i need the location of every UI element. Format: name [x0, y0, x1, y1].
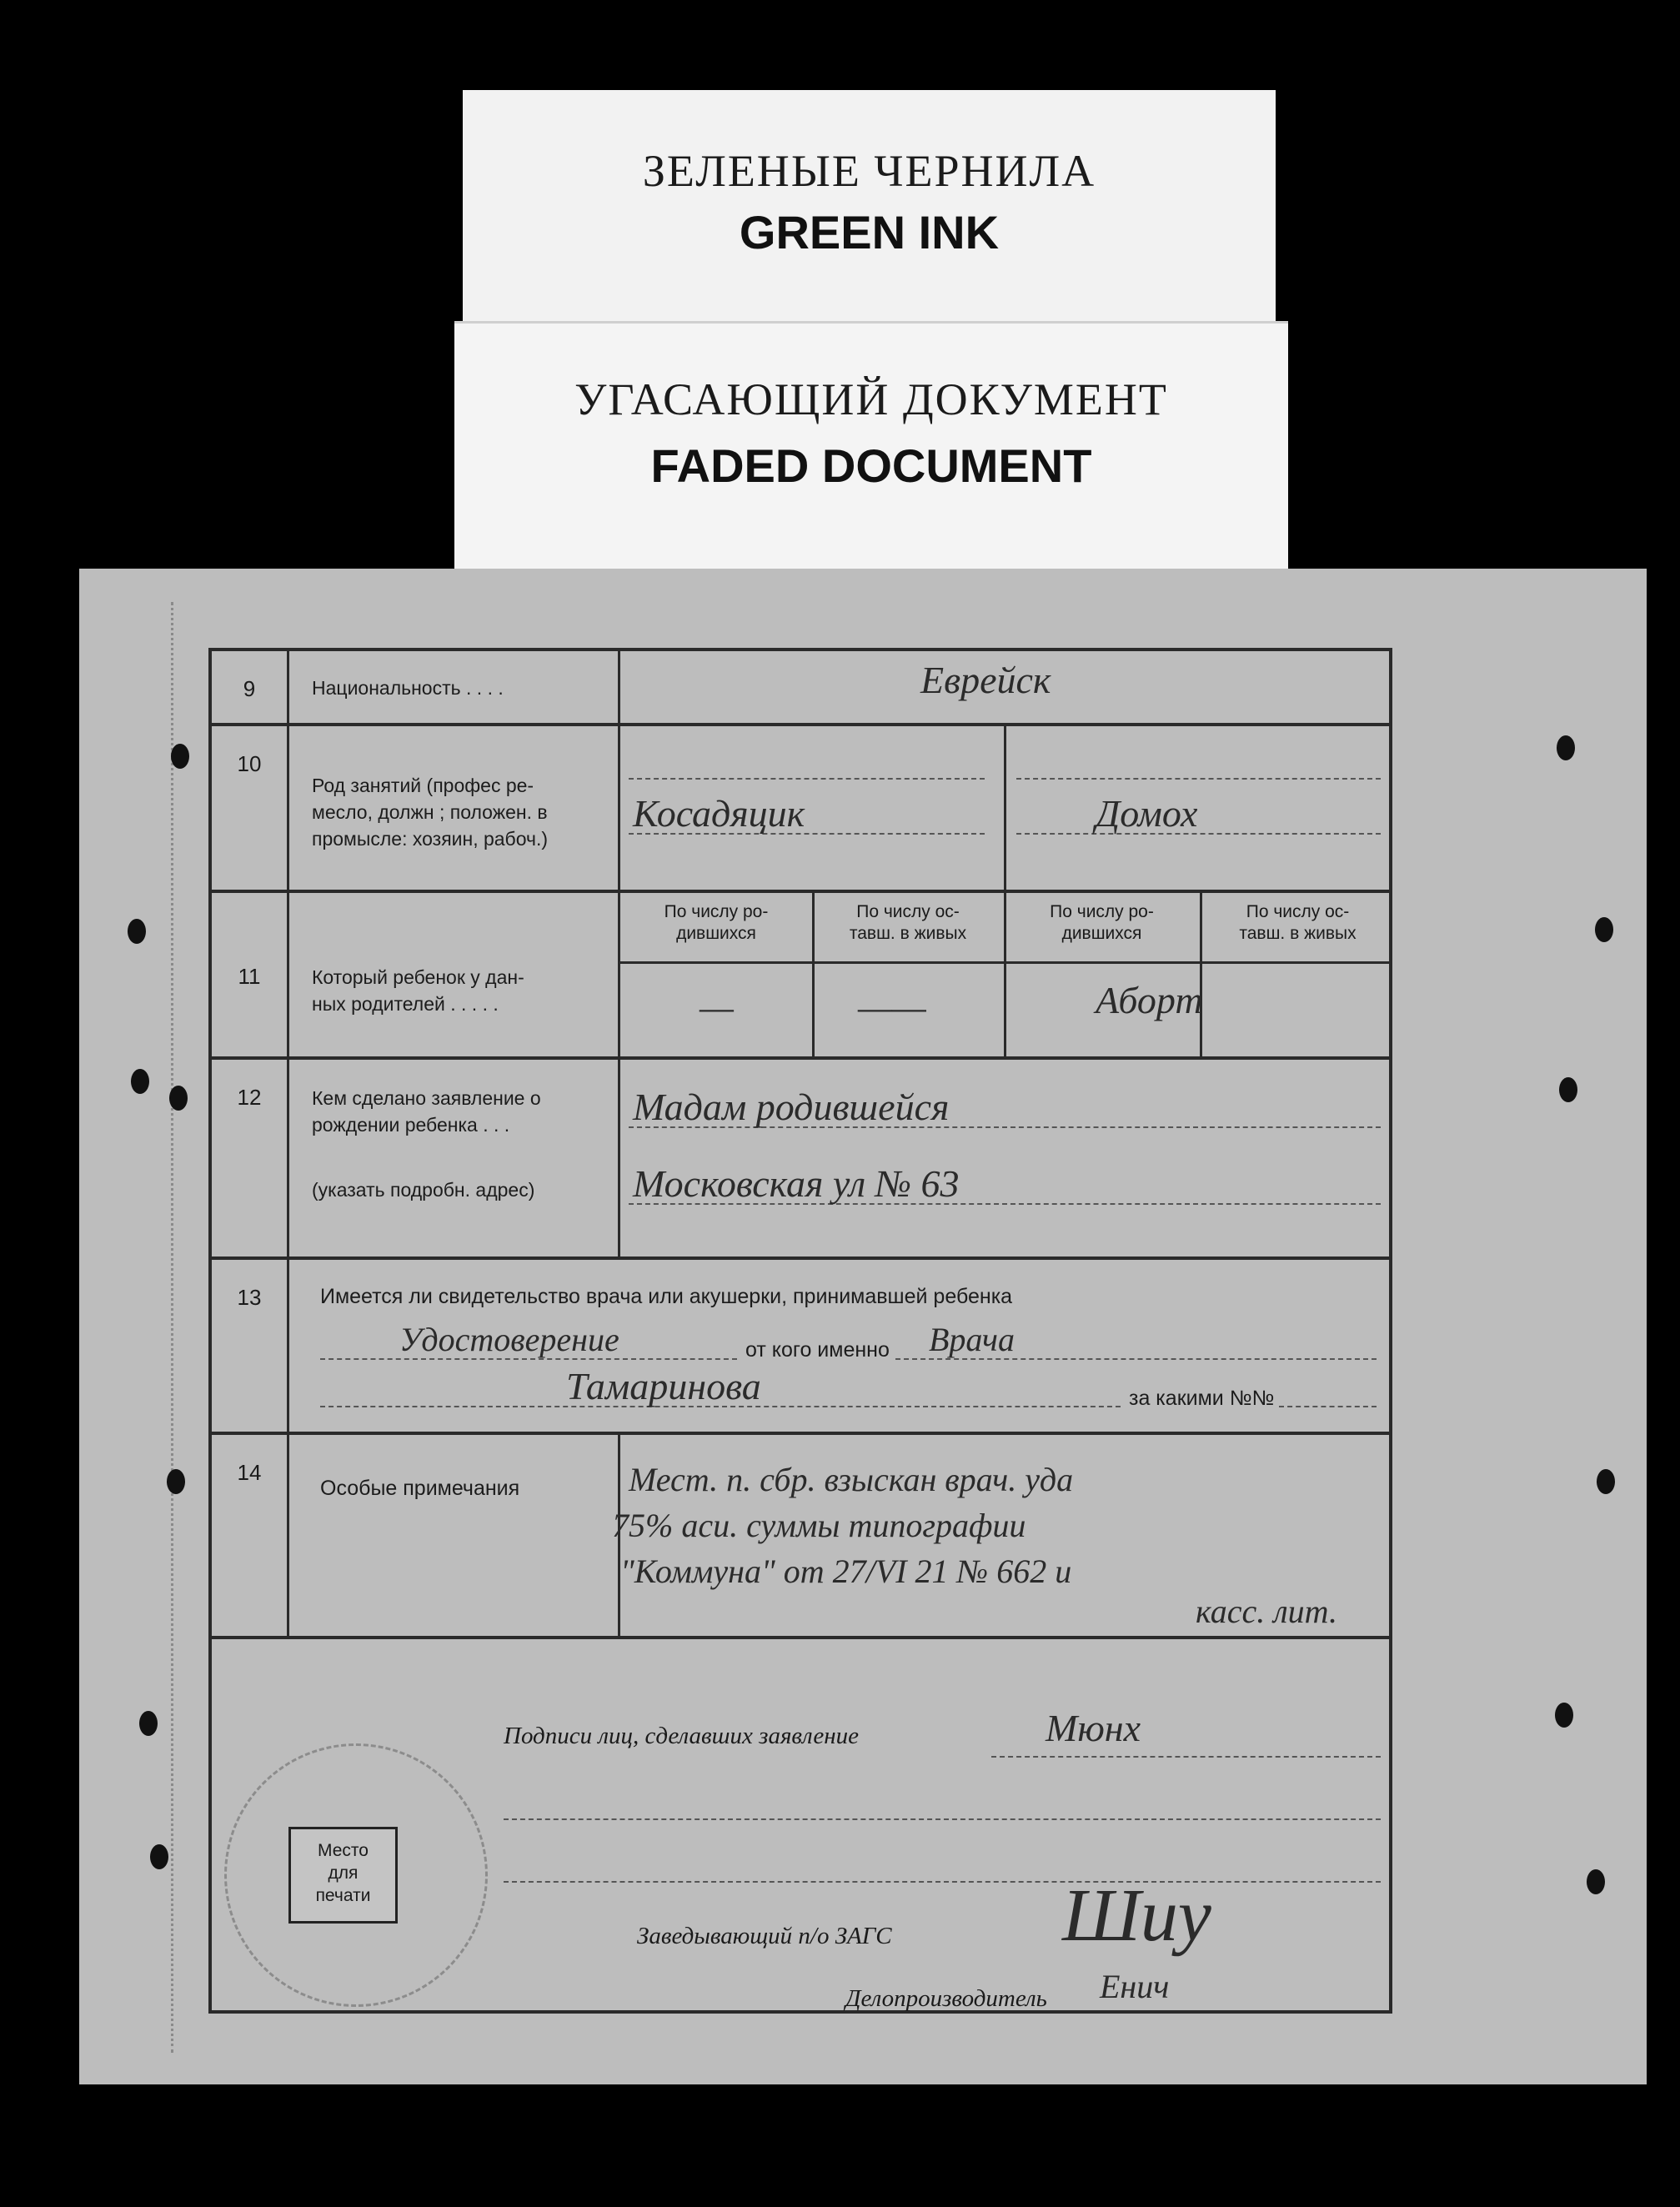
applicants-signature: Мюнх [1046, 1707, 1141, 1749]
from-whom-label: от кого именно [745, 1338, 890, 1362]
punch-hole [128, 919, 146, 944]
col-born-father: По числу ро- дившихся [664, 902, 769, 943]
child-order-label: Который ребенок у дан- ных родителей . . . . . [312, 966, 524, 1015]
numbers-label: за какими №№ [1129, 1387, 1275, 1410]
registration-form [208, 648, 1392, 2014]
document-sheet [79, 569, 1647, 2084]
address-label: (указать подробн. адрес) [312, 1179, 535, 1201]
nationality-label: Национальность . . . . [312, 677, 504, 699]
notes-line-3: "Коммуна" от 27/VI 21 № 662 и [620, 1552, 1072, 1590]
address-value: Московская ул № 63 [633, 1162, 960, 1205]
row-number: 14 [237, 1460, 262, 1485]
row-certificate [212, 1260, 1389, 1435]
green-ink-en: GREEN INK [739, 206, 1000, 258]
row-number: 11 [238, 964, 261, 989]
faded-en: FADED DOCUMENT [650, 439, 1092, 492]
green-ink-ru: ЗЕЛЕНЫЕ ЧЕРНИЛА [642, 146, 1096, 196]
punch-hole [1597, 1469, 1615, 1494]
clerk-label: Делопроизводитель [845, 1985, 1047, 2012]
notes-line-1: Мест. n. сбр. взыскан врач. уда [629, 1461, 1074, 1498]
col-alive-mother: По числу ос- тавш. в живых [1239, 902, 1357, 943]
occupation-father: Косадяцик [633, 792, 805, 835]
certificate-label: Имеется ли свидетельство врача или акушерки, принимавшей ребенка [320, 1285, 1013, 1308]
punch-hole [131, 1069, 149, 1094]
certificate-value: Удостоверение [399, 1321, 619, 1358]
notes-line-2: 75% аси. суммы типографии [612, 1507, 1026, 1544]
faded-document-tag [454, 321, 1288, 573]
punch-hole [1557, 735, 1575, 760]
row-number: 12 [237, 1085, 262, 1110]
row-number: 13 [237, 1285, 262, 1310]
notes-line-4: касс. лит. [1196, 1593, 1338, 1630]
row-number: 10 [237, 751, 262, 776]
registry-head-signature: Шиу [1062, 1874, 1211, 1957]
punch-hole [169, 1086, 188, 1111]
green-ink-tag [463, 90, 1276, 340]
born-father-value: — [700, 986, 734, 1028]
row-applicant [212, 1060, 1389, 1260]
punch-hole [139, 1711, 158, 1736]
occupation-label: Род занятий (профес ре- месло, должн ; положен. в промысле: хозяин, рабоч.) [312, 775, 549, 850]
row-notes [212, 1435, 1389, 1639]
perforation-edge [171, 602, 192, 2053]
col-born-mother: По числу ро- дившихся [1050, 902, 1154, 943]
punch-hole [1555, 1703, 1573, 1728]
col-alive-father: По числу ос- тавш. в живых [849, 902, 967, 943]
notes-label: Особые примечания [320, 1477, 520, 1500]
doctor-name-value: Тамаринова [566, 1365, 761, 1407]
punch-hole [171, 744, 189, 769]
faded-ru: УГАСАЮЩИЙ ДОКУМЕНТ [574, 374, 1168, 424]
registry-head-label: Заведывающий п/о ЗАГС [637, 1923, 892, 1949]
punch-hole [1595, 917, 1613, 942]
applicants-signature-label: Подписи лиц, сделавших заявление [504, 1723, 860, 1749]
nationality-value: Еврейск [920, 659, 1051, 701]
punch-hole [1559, 1077, 1577, 1102]
punch-hole [150, 1844, 168, 1869]
occupation-mother: Домох [1096, 792, 1198, 835]
alive-father-value: —— [858, 986, 926, 1028]
applicant-label: Кем сделано заявление о рождении ребенка . . . [312, 1087, 541, 1136]
punch-hole [1587, 1869, 1605, 1894]
punch-hole [167, 1469, 185, 1494]
row-number: 9 [243, 676, 256, 701]
row-child-order [212, 893, 1389, 1060]
row-nationality [212, 651, 1389, 726]
applicant-value: Мадам родившейся [633, 1086, 950, 1128]
born-mother-value: Аборт [1096, 979, 1203, 1021]
clerk-signature: Енич [1100, 1968, 1170, 2005]
stamp-place-label: Место для печати [315, 1841, 371, 1905]
from-whom-value: Врача [929, 1321, 1015, 1358]
row-occupation [212, 726, 1389, 893]
stamp-place-box [288, 1827, 398, 1924]
